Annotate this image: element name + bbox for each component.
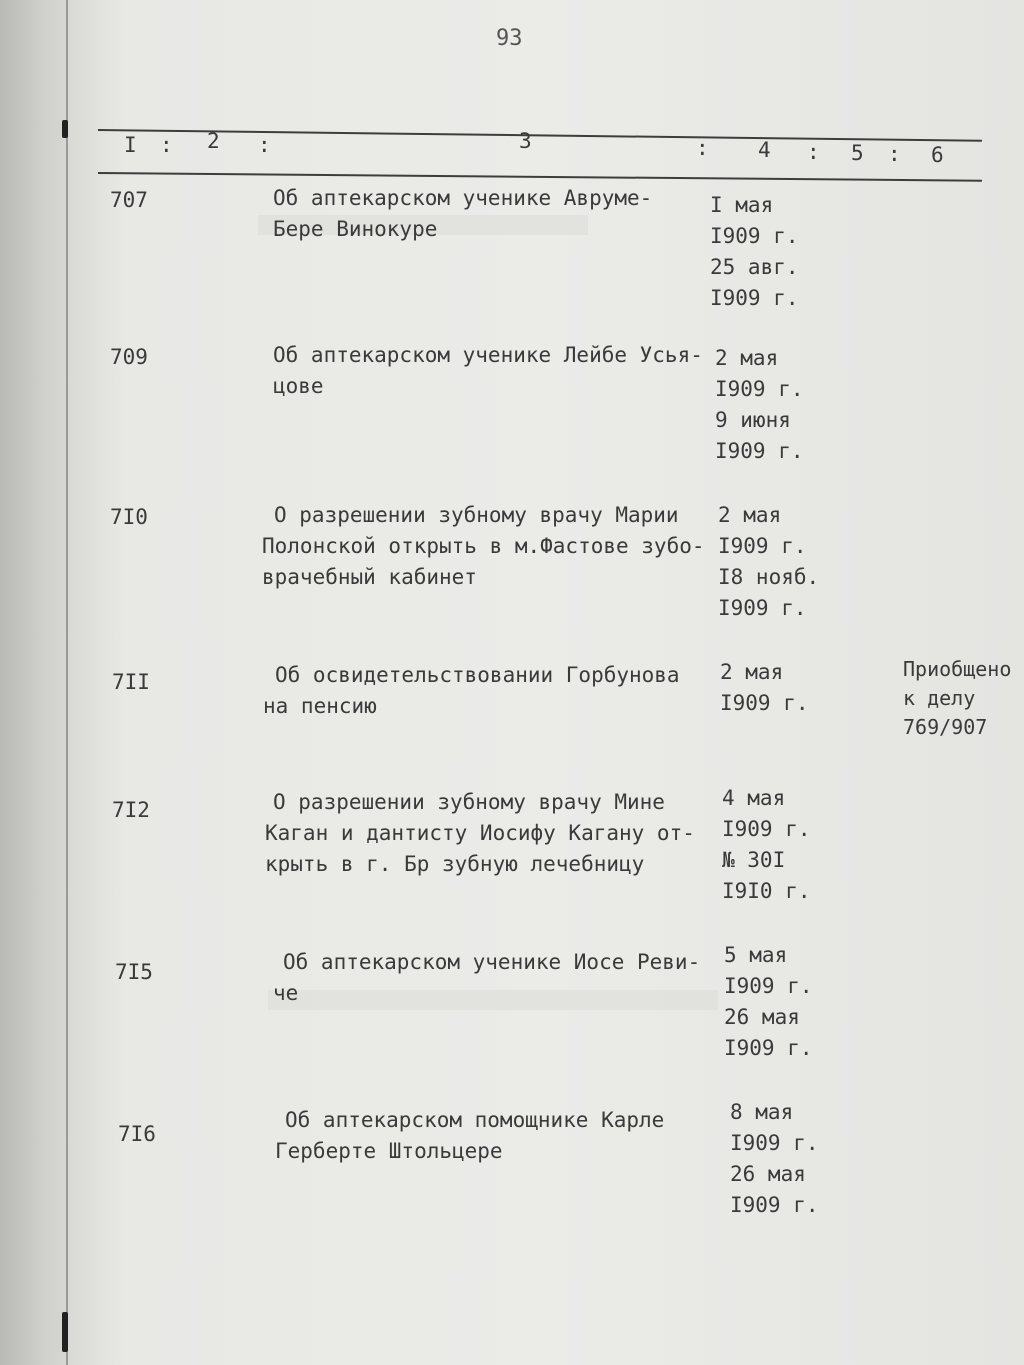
note-line: 769/907: [903, 715, 988, 739]
date-line: I909 г.: [730, 1131, 819, 1155]
date-line: I9I0 г.: [722, 879, 811, 903]
description-line: Об аптекарском ученике Иосе Реви-: [283, 950, 701, 974]
row-description: [275, 1105, 664, 1167]
description-line: О разрешении зубному врачу Мине: [273, 790, 665, 814]
header-sep: :: [160, 133, 173, 157]
header-col-2: 2: [207, 129, 220, 153]
date-line: 2 мая: [715, 346, 779, 370]
description-line: Об освидетельствовании Горбунова: [275, 663, 680, 687]
header-sep: :: [888, 142, 901, 166]
description-line: Герберте Штольцере: [275, 1139, 503, 1163]
row-dates: [730, 1097, 819, 1221]
date-line: 9 июня: [715, 408, 791, 432]
row-dates: [724, 940, 813, 1064]
row-description: [263, 660, 680, 722]
description-line: О разрешении зубному врачу Марии: [274, 503, 679, 527]
row-description: [273, 340, 703, 402]
header-col-1: I: [124, 133, 137, 157]
header-col-3: 3: [519, 129, 532, 153]
description-line: Об аптекарском ученике Лейбе Усья-: [273, 343, 703, 367]
header-col-5: 5: [851, 141, 864, 165]
row-number: 7I0: [110, 505, 148, 529]
header-col-6: 6: [931, 143, 944, 167]
row-description: [273, 947, 700, 1009]
description-line: цове: [273, 374, 324, 398]
date-line: 26 мая: [730, 1162, 806, 1186]
row-dates: [715, 343, 804, 467]
description-line: Об аптекарском помощнике Карле: [285, 1108, 665, 1132]
note-line: Приобщено: [903, 657, 1012, 681]
row-number: 7I2: [112, 798, 150, 822]
binding-hole: [62, 1312, 68, 1352]
row-dates: [710, 190, 799, 314]
description-line: Каган и дантисту Иосифу Кагану от-: [265, 821, 695, 845]
date-line: I909 г.: [722, 817, 811, 841]
date-line: I909 г.: [724, 974, 813, 998]
row-number: 7I6: [118, 1122, 156, 1146]
date-line: 4 мая: [722, 786, 786, 810]
date-line: № 30I: [722, 848, 786, 872]
date-line: 2 мая: [718, 503, 782, 527]
date-line: I909 г.: [718, 596, 807, 620]
page-number: 93: [496, 26, 523, 51]
row-number: 709: [110, 345, 148, 369]
note-line: к делу: [903, 686, 976, 710]
date-line: I мая: [710, 193, 774, 217]
date-line: I909 г.: [715, 377, 804, 401]
row-dates: [720, 657, 809, 719]
date-line: 2 мая: [720, 660, 784, 684]
previous-page-edge: [0, 0, 72, 1365]
row-number: 7I5: [115, 960, 153, 984]
description-line: врачебный кабинет: [262, 565, 477, 589]
date-line: I909 г.: [710, 224, 799, 248]
description-line: че: [273, 981, 299, 1005]
row-description: [265, 787, 695, 880]
header-sep: :: [807, 140, 820, 164]
row-description: [262, 500, 705, 593]
description-line: Бере Винокуре: [273, 217, 438, 241]
date-line: 25 авг.: [710, 255, 799, 279]
description-line: Полонской открыть в м.Фастове зубо-: [262, 534, 705, 558]
header-sep: :: [696, 136, 709, 160]
row-number: 707: [110, 188, 148, 212]
row-description: [273, 183, 652, 245]
date-line: 8 мая: [730, 1100, 794, 1124]
date-line: I909 г.: [730, 1193, 819, 1217]
description-line: крыть в г. Бр зубную лечебницу: [265, 852, 645, 876]
date-line: I909 г.: [718, 534, 807, 558]
row-dates: [722, 783, 811, 907]
date-line: 5 мая: [724, 943, 788, 967]
date-line: I909 г.: [715, 439, 804, 463]
date-line: I909 г.: [720, 691, 809, 715]
date-line: I8 нояб.: [718, 565, 820, 589]
binding-hole: [62, 120, 68, 138]
row-number: 7II: [112, 670, 150, 694]
date-line: 26 мая: [724, 1005, 800, 1029]
date-line: I909 г.: [724, 1036, 813, 1060]
date-line: I909 г.: [710, 286, 799, 310]
row-note: [903, 655, 1011, 742]
description-line: Об аптекарском ученике Авруме-: [273, 186, 653, 210]
header-col-4: 4: [758, 138, 771, 162]
row-dates: [718, 500, 819, 624]
header-sep: :: [258, 133, 271, 157]
description-line: на пенсию: [263, 694, 377, 718]
